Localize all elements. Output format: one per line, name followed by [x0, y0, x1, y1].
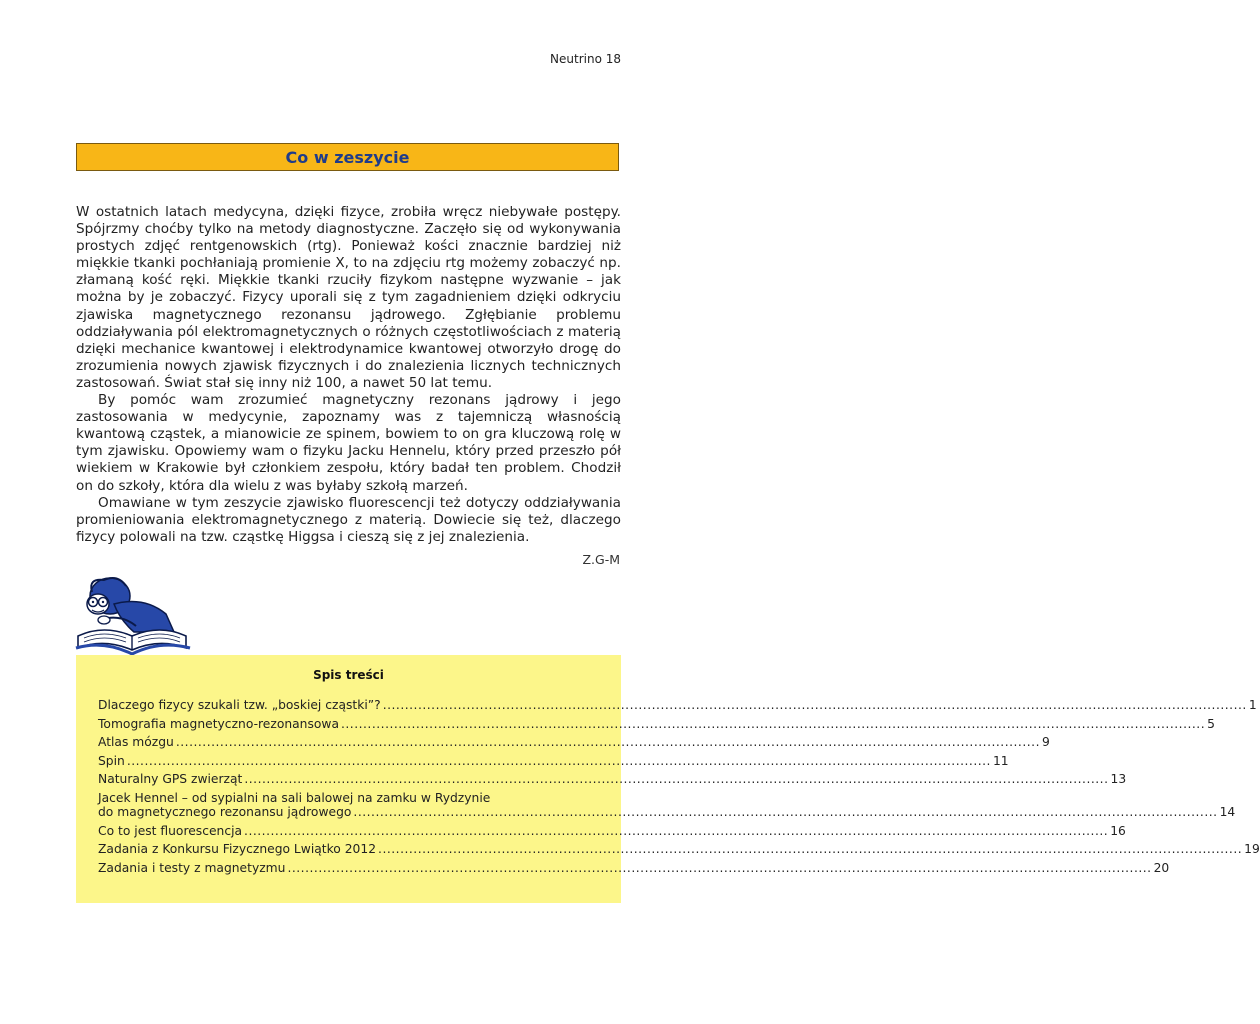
toc-item-label: Co to jest fluorescencja	[98, 823, 243, 838]
toc-item-page: 16	[1110, 823, 1126, 838]
intro-text	[76, 204, 621, 546]
toc-leader-dots	[287, 861, 1151, 876]
toc-leader-dots	[127, 754, 991, 769]
toc-item-label: Zadania z Konkursu Fizycznego Lwiątko 2012	[98, 842, 377, 856]
section-title-bar	[76, 143, 619, 171]
toc-leader-dots	[378, 842, 1242, 857]
reading-scientist-icon	[74, 574, 196, 656]
toc-item-page: 9	[1041, 735, 1050, 749]
toc-item-page: 11	[992, 753, 1009, 768]
toc-item-label: Tomografia magnetyczno-rezonansowa	[98, 716, 339, 731]
intro-paragraph: By pomóc wam zrozumieć magnetyczny rezonans jądrowy i jego zastosowania w medycynie, zapoznamy was z tajemniczą własnością kwantową cząstek, a mianowicie ze spinem, bowiem to on gra kluczową rolę w tym zjawisku. Opowiemy wam o fizyku Jacku Hennelu, który przed przeszło pół wiekiem w Krakowie był członkiem zespołu, który badał ten problem. Chodził on do szkoły, która dla wielu z was byłaby szkołą marzeń.	[76, 392, 621, 494]
toc-leader-dots	[353, 805, 1217, 820]
toc-item-page: 5	[1207, 716, 1215, 731]
intro-paragraph: W ostatnich latach medycyna, dzięki fizyce, zrobiła wręcz niebywałe postępy. Spójrzmy choćby tylko na metody diagnostyczne. Zaczęło się od wykonywania prostych zdjęć rentgenowskich (rtg). Ponieważ kości znacznie bardziej niż miękkie tkanki pochłaniają promienie X, to na zdjęciu rtg możemy zobaczyć np. złamaną kość ręki. Miękkie tkanki rzuciły fizykom następne wyzwanie – jak można by je zobaczyć. Fizycy uporali się z tym zagadnieniem dzięki odkryciu zjawiska magnetycznego rezonansu jądrowego. Zgłębianie problemu oddziaływania pól elektromagnetycznych o różnych częstotliwościach z materią dzięki mechanice kwantowej i elektrodynamice kwantowej otworzyło drogę do zrozumienia nowych zjawisk fizycznych i do znalezienia licznych technicznych zastosowań. Świat stał się inny niż 100, a nawet 50 lat temu.	[76, 204, 621, 391]
toc-item-label: Atlas mózgu	[98, 735, 174, 749]
intro-paragraph: Omawiane w tym zeszycie zjawisko fluorescencji też dotyczy oddziaływania promieniowania elektromagnetycznego z materią. Dowiecie się też, dlaczego fizycy polowali na tzw. cząstkę Higgsa i cieszą się z jej znalezienia.	[76, 494, 621, 545]
toc-item-label-line2: do magnetycznego rezonansu jądrowego	[98, 805, 352, 819]
toc-item[interactable]	[98, 735, 1050, 750]
toc-leader-dots	[341, 717, 1205, 732]
toc-item[interactable]	[98, 772, 1127, 787]
toc-list	[98, 698, 1260, 879]
toc-item-page: 1	[1248, 698, 1257, 712]
toc-item-label: Naturalny GPS zwierząt	[98, 772, 243, 786]
section-title: Co w zeszycie	[285, 147, 410, 167]
toc-leader-dots	[383, 698, 1247, 713]
toc-item[interactable]	[98, 790, 1236, 820]
table-of-contents	[76, 655, 1260, 903]
toc-leader-dots	[244, 772, 1108, 787]
toc-item[interactable]	[98, 823, 1126, 839]
toc-item[interactable]	[98, 698, 1257, 713]
toc-item-label: Zadania i testy z magnetyzmu	[98, 860, 286, 875]
toc-heading: Spis treści	[313, 668, 384, 682]
toc-item[interactable]	[98, 716, 1215, 732]
toc-item-label: Jacek Hennel – od sypialni na sali balowej na zamku w Rydzynie	[98, 790, 491, 805]
running-header: Neutrino 18	[550, 52, 621, 66]
toc-item-page: 13	[1110, 772, 1127, 786]
toc-item[interactable]	[98, 842, 1260, 857]
toc-item-page: 19	[1244, 842, 1260, 856]
author-signature: Z.G-M	[582, 552, 620, 567]
toc-item[interactable]	[98, 860, 1170, 876]
toc-item-page: 14	[1219, 805, 1236, 819]
toc-leader-dots	[176, 735, 1040, 750]
toc-item-page: 20	[1153, 860, 1170, 875]
toc-item-label: Spin	[98, 753, 125, 768]
toc-leader-dots	[244, 824, 1108, 839]
toc-item-label: Dlaczego fizycy szukali tzw. „boskiej cząstki”?	[98, 698, 381, 712]
toc-item[interactable]	[98, 753, 1009, 769]
